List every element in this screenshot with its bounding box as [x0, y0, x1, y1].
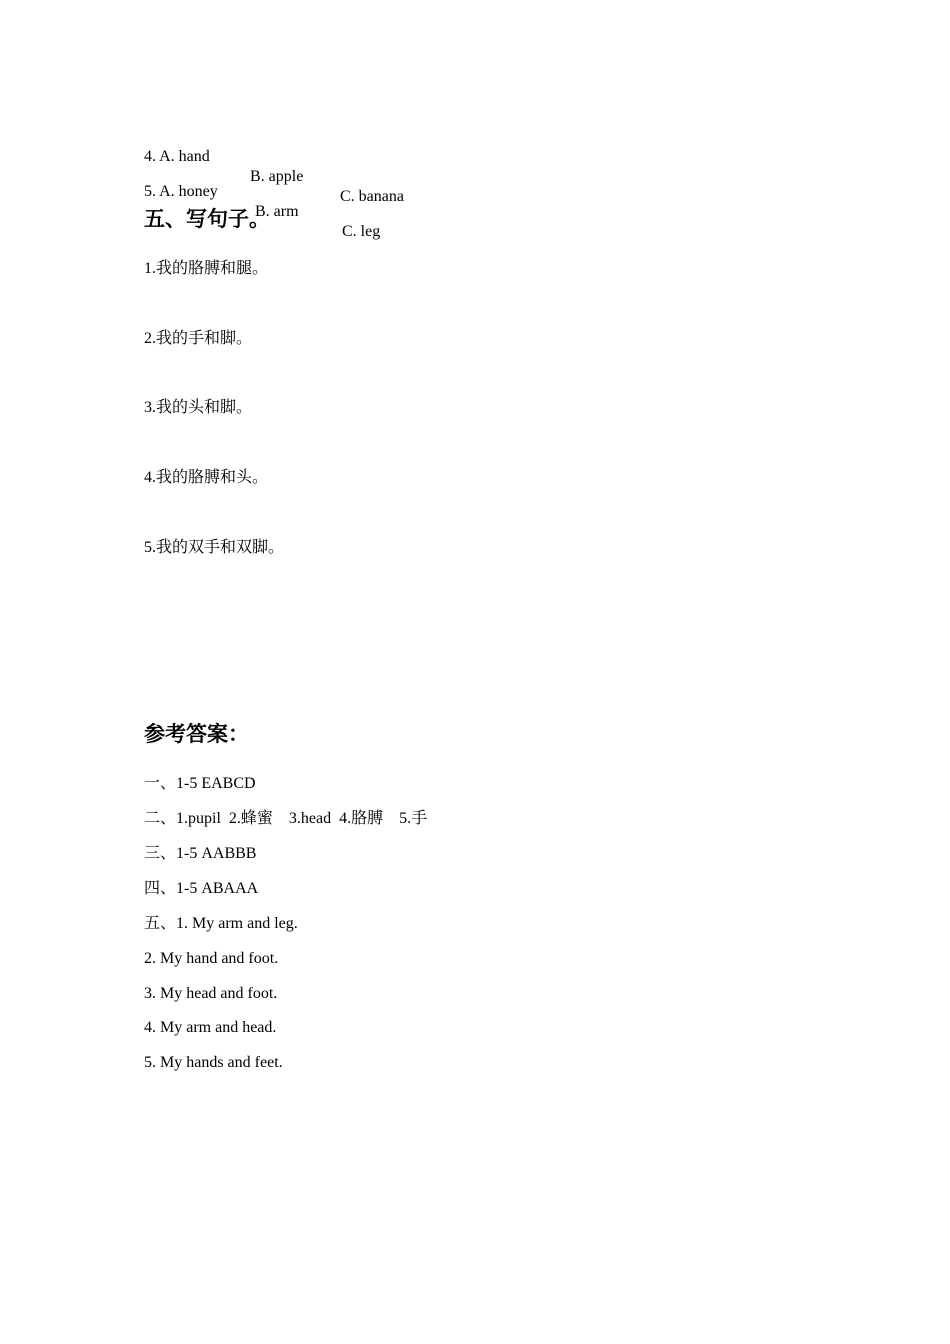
- choice-option-c: C. leg: [342, 223, 381, 240]
- answer-line: 3. My head and foot.: [144, 985, 278, 1002]
- section-heading-write-sentences: 五、写句子。: [144, 207, 270, 231]
- answer-line: 三、1-5 AABBB: [144, 845, 257, 862]
- choice-option-c: C. banana: [340, 188, 404, 205]
- answer-line: 2. My hand and foot.: [144, 950, 279, 967]
- answer-line: 一、1-5 EABCD: [144, 775, 256, 792]
- answers-heading: 参考答案：: [144, 722, 249, 746]
- answer-line: 四、1-5 ABAAA: [144, 880, 259, 897]
- choice-option-b: B. arm: [255, 203, 299, 220]
- answer-line: 二、1.pupil 2.蜂蜜 3.head 4.胳膊 5.手: [144, 810, 428, 827]
- choice-option-b: B. apple: [250, 168, 304, 185]
- sentence-item: 4.我的胳膊和头。: [144, 469, 269, 486]
- sentence-item: 1.我的胳膊和腿。: [144, 260, 269, 277]
- answer-line: 4. My arm and head.: [144, 1019, 277, 1036]
- choice-option-a: 4. A. hand: [144, 148, 210, 165]
- sentence-item: 3.我的头和脚。: [144, 399, 253, 416]
- sentence-item: 5.我的双手和双脚。: [144, 539, 285, 556]
- answer-line: 5. My hands and feet.: [144, 1054, 283, 1071]
- sentence-item: 2.我的手和脚。: [144, 330, 253, 347]
- choice-option-a: 5. A. honey: [144, 183, 218, 200]
- answer-line: 五、1. My arm and leg.: [144, 915, 298, 932]
